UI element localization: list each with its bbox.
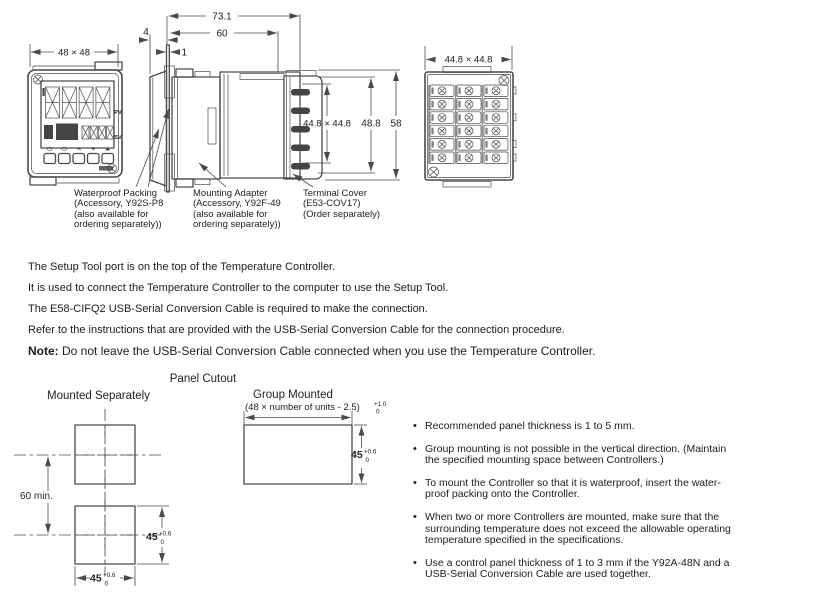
setup-line: Refer to the instructions that are provided with the USB-Serial Conversion Cable for the connection procedure.: [28, 324, 565, 336]
front-dim-48x48: [30, 44, 118, 67]
terminal-grid: [428, 85, 516, 164]
note-label: Note:: [28, 344, 59, 358]
group-mounted-heading: Group Mounted: [253, 389, 333, 401]
case-body-side: [220, 72, 300, 178]
svg-text:44.8 × 44.8: 44.8 × 44.8: [444, 54, 493, 66]
note-line: Note: Do not leave the USB-Serial Conversion Cable connected when you use the Temperature Controller.: [28, 344, 596, 358]
svg-text:73.1: 73.1: [212, 11, 232, 23]
panel-cutout-drawing: [0, 360, 410, 610]
side-view: [136, 12, 402, 193]
bullet-icon: •: [413, 476, 417, 489]
svg-text:(48 × number of units - 2.5): (48 × number of units - 2.5): [245, 402, 360, 413]
svg-text:48 × 48: 48 × 48: [58, 47, 90, 59]
back-view: [425, 46, 516, 187]
svg-text:+1.0: +1.0: [374, 401, 387, 408]
svg-text:60: 60: [216, 28, 228, 40]
mounted-separately-heading: Mounted Separately: [47, 390, 150, 402]
svg-text:+0.6: +0.6: [159, 530, 172, 538]
svg-text:+0.6: +0.6: [364, 448, 377, 456]
svg-text:45: 45: [90, 572, 102, 585]
side-dim-total: [169, 12, 299, 23]
mounted-separately-diagram: [14, 409, 172, 588]
list-item: • Group mounting is not possible in the vertical direction. (Maintain the specified mounting space between Controllers.): [413, 442, 727, 467]
bullet-icon: •: [413, 510, 417, 523]
list-item: • Use a control panel thickness of 1 to 3 mm if the Y92A-48N and a USB-Serial Conversion Cable are used together.: [413, 556, 730, 581]
list-item: • Recommended panel thickness is 1 to 5 mm.: [413, 420, 635, 432]
bullet-icon: •: [413, 442, 417, 455]
front-view: [28, 44, 122, 185]
brand-mark: [99, 166, 113, 171]
svg-text:1: 1: [181, 47, 188, 59]
panel-cutout-title: Panel Cutout: [169, 373, 237, 385]
sv-digits: [44, 124, 114, 141]
svg-text:4: 4: [143, 27, 149, 38]
list-item: • When two or more Controllers are mounted, make sure that the surrounding temperature does not exceed the allowable operating temperature specified in the specifications.: [413, 510, 731, 547]
setup-tool-text: [28, 257, 595, 362]
group-mounted-diagram: [244, 401, 387, 484]
svg-text:48.8: 48.8: [361, 118, 381, 130]
pv-label: PV: [114, 110, 122, 116]
min-spacing-label: 60 min.: [20, 491, 53, 502]
list-item: • To mount the Controller so that it is waterproof, insert the water- proof packing onto the Controller.: [413, 476, 721, 501]
callout-waterproof-packing: Waterproof Packing (Accessory, Y92S-P8 (also available for ordering separately)): [74, 188, 164, 230]
sv-label: SV: [114, 135, 122, 141]
bullet-icon: •: [413, 556, 417, 569]
setup-line: The E58-CIFQ2 USB-Serial Conversion Cable is required to make the connection.: [28, 303, 428, 315]
side-dim-gap: [157, 48, 188, 59]
bullet-icon: •: [413, 420, 417, 432]
svg-text:58: 58: [390, 118, 402, 130]
svg-text:0: 0: [376, 408, 380, 416]
back-screw-bottomleft: [429, 167, 439, 177]
callout-mounting-adapter: Mounting Adapter (Accessory, Y92F-49 (also available for ordering separately)): [193, 188, 281, 230]
svg-text:45: 45: [351, 449, 363, 461]
svg-text:45: 45: [146, 531, 158, 543]
mounting-adapter-side: [172, 69, 220, 187]
back-screw-topright: [499, 76, 509, 86]
side-dim-bezel: [139, 27, 178, 40]
svg-text:0: 0: [365, 457, 370, 464]
svg-text:+0.6: +0.6: [103, 572, 116, 579]
group-cutout-rect: [244, 425, 352, 484]
callout-terminal-cover: Terminal Cover (E53-COV17) (Order separately): [303, 188, 381, 220]
setup-line: The Setup Tool port is on the top of the Temperature Controller.: [28, 261, 336, 273]
svg-text:0: 0: [160, 539, 165, 546]
svg-text:44.8 × 44.8: 44.8 × 44.8: [303, 118, 351, 130]
side-dim-body: [171, 29, 278, 40]
svg-text:0: 0: [104, 580, 109, 588]
mounting-notes-list: [413, 421, 821, 592]
setup-line: It is used to connect the Temperature Controller to the computer to use the Setup Tool.: [28, 282, 449, 294]
pv-digits: [46, 87, 110, 118]
front-buttons: [44, 147, 114, 163]
side-dims-right: [302, 70, 402, 180]
